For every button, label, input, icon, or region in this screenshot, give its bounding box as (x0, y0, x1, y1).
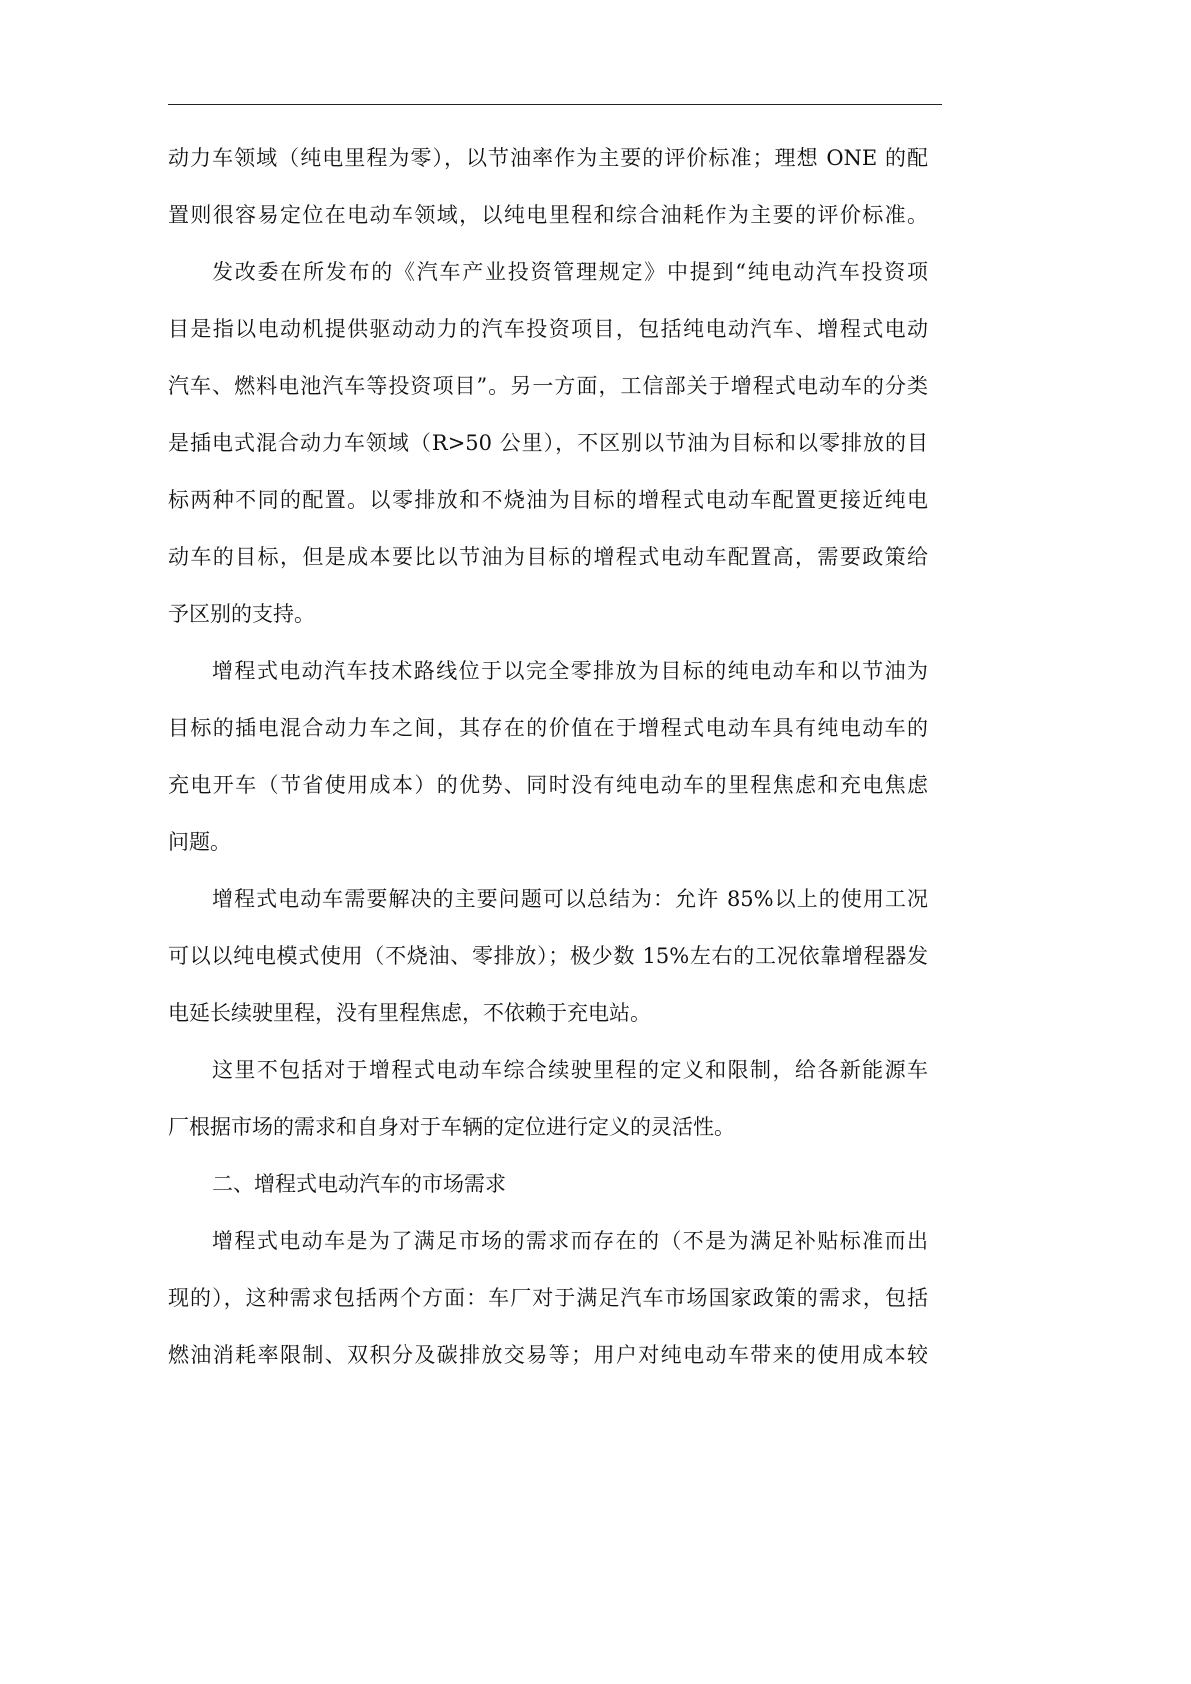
paragraph (168, 643, 928, 871)
text-line: 充电开车（节省使用成本）的优势、同时没有纯电动车的里程焦虑和充电焦虑 (168, 773, 928, 797)
text-line: 问题。 (168, 830, 231, 854)
text-line: 增程式电动汽车技术路线位于以完全零排放为目标的纯电动车和以节油为 (212, 659, 928, 683)
text-line: 燃油消耗率限制、双积分及碳排放交易等；用户对纯电动车带来的使用成本较 (168, 1343, 928, 1367)
text-line: 可以以纯电模式使用（不烧油、零排放）；极少数 15%左右的工况依靠增程器发 (168, 944, 928, 968)
text-line: 增程式电动车是为了满足市场的需求而存在的（不是为满足补贴标准而出 (212, 1229, 928, 1253)
paragraph (168, 130, 928, 244)
text-line: 增程式电动车需要解决的主要问题可以总结为：允许 85%以上的使用工况 (212, 887, 928, 911)
text-line: 动车的目标，但是成本要比以节油为目标的增程式电动车配置高，需要政策给 (168, 545, 928, 569)
section-heading-text: 二、增程式电动汽车的市场需求 (212, 1172, 506, 1196)
text-line: 电延长续驶里程，没有里程焦虑，不依赖于充电站。 (168, 1001, 651, 1025)
section-heading (168, 1156, 928, 1213)
text-line: 目标的插电混合动力车之间，其存在的价值在于增程式电动车具有纯电动车的 (168, 716, 928, 740)
text-line: 厂根据市场的需求和自身对于车辆的定位进行定义的灵活性。 (168, 1115, 735, 1139)
document-body (168, 130, 928, 1384)
text-line: 标两种不同的配置。以零排放和不烧油为目标的增程式电动车配置更接近纯电 (168, 488, 928, 512)
text-line: 现的），这种需求包括两个方面：车厂对于满足汽车市场国家政策的需求，包括 (168, 1286, 928, 1310)
paragraph (168, 871, 928, 1042)
paragraph (168, 1213, 928, 1384)
text-line: 是插电式混合动力车领域（R>50 公里），不区别以节油为目标和以零排放的目 (168, 431, 928, 455)
text-line: 置则很容易定位在电动车领域，以纯电里程和综合油耗作为主要的评价标准。 (168, 203, 928, 227)
text-line: 予区别的支持。 (168, 602, 315, 626)
text-line: 动力车领域（纯电里程为零），以节油率作为主要的评价标准；理想 ONE 的配 (168, 146, 928, 170)
paragraph (168, 1042, 928, 1156)
text-line: 这里不包括对于增程式电动车综合续驶里程的定义和限制，给各新能源车 (212, 1058, 928, 1082)
text-line: 发改委在所发布的《汽车产业投资管理规定》中提到“纯电动汽车投资项 (212, 260, 928, 284)
page-header-rule (168, 104, 942, 105)
text-line: 目是指以电动机提供驱动动力的汽车投资项目，包括纯电动汽车、增程式电动 (168, 317, 928, 341)
paragraph (168, 244, 928, 643)
text-line: 汽车、燃料电池汽车等投资项目”。另一方面，工信部关于增程式电动车的分类 (168, 374, 928, 398)
